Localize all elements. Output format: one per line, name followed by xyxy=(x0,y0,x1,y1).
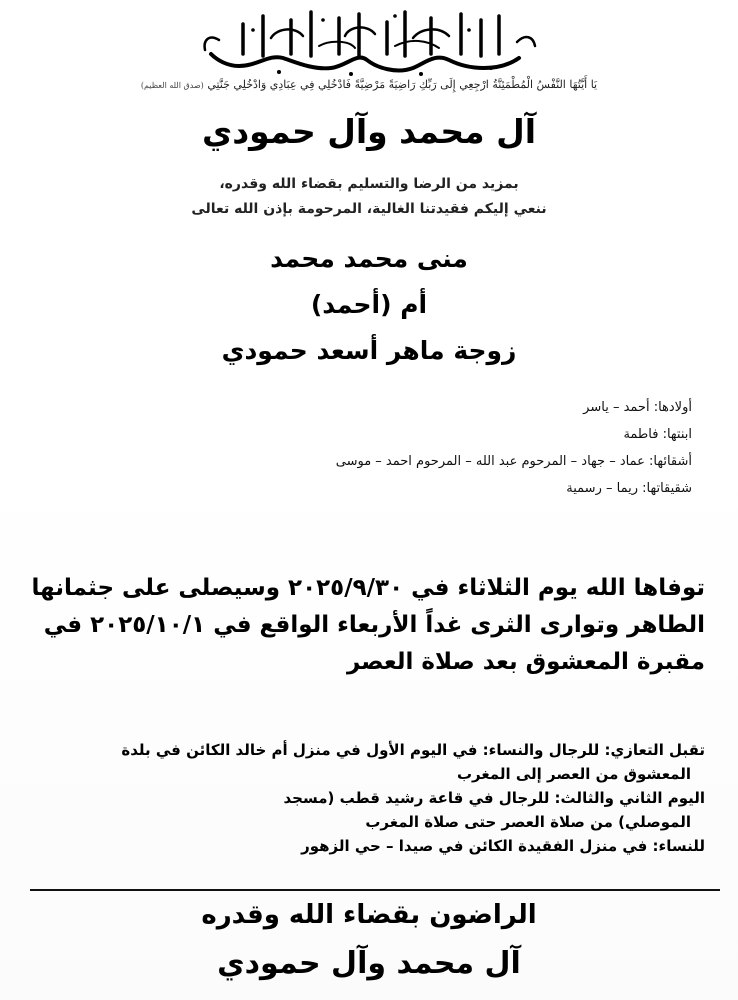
deceased-mother-of: أم (أحمد) xyxy=(310,290,428,319)
announcement-line: مقبرة المعشوق بعد صلاة العصر xyxy=(346,649,705,675)
verse-text: يَا أَيَّتُهَا النَّفْسُ الْمُطْمَئِنَّةُ ارْجِعِي إِلَى رَبِّكِ رَاضِيَةً مَرْضِيَّةً فَادْخُلِي فِي عِبَادِي وَادْخُلِي جَنَّتِي xyxy=(207,78,598,91)
relatives-brothers: أشقائها: عماد – جهاد – المرحوم عبد الله – المرحوم احمد – موسى xyxy=(335,454,692,469)
condolence-line: المعشوق من العصر إلى المغرب xyxy=(456,765,691,783)
relatives-daughter: ابنتها: فاطمة xyxy=(623,427,692,442)
announcement-line: توفاها الله يوم الثلاثاء في ٢٠٢٥/٩/٣٠ وسيصلى على جثمانها xyxy=(31,575,705,601)
calligraphy-header xyxy=(0,6,738,80)
condolence-line: تقبل التعازي: للرجال والنساء: في اليوم الأول في منزل أم خالد الكائن في بلدة xyxy=(121,741,705,759)
announcement-line: الطاهر وتوارى الثرى غداً الأربعاء الواقع في ٢٠٢٥/١٠/١ في xyxy=(43,612,705,638)
condolence-line: للنساء: في منزل الفقيدة الكائن في صيدا – حي الزهور xyxy=(301,837,705,855)
relatives-sons: أولادها: أحمد – ياسر xyxy=(583,400,692,415)
relatives-sisters: شقيقاتها: ريما – رسمية xyxy=(566,481,692,496)
family-title: آل محمد وآل حمودي xyxy=(201,112,537,151)
intro-line-2: ننعي إليكم فقيدتنا الغالية، المرحومة بإذن الله تعالى xyxy=(191,201,547,217)
verse-reference: (صدق الله العظيم) xyxy=(140,81,204,90)
closing-line-1: الراضون بقضاء الله وقدره xyxy=(201,900,537,930)
quran-verse xyxy=(140,78,598,91)
closing-family: آل محمد وآل حمودي xyxy=(217,946,521,981)
intro-line-1: بمزيد من الرضا والتسليم بقضاء الله وقدره، xyxy=(219,176,519,192)
deceased-name: منى محمد محمد xyxy=(270,244,468,273)
death-announcement xyxy=(30,570,705,681)
divider xyxy=(30,889,720,891)
relatives-list xyxy=(172,394,692,502)
condolence-line: الموصلي) من صلاة العصر حتى صلاة المغرب xyxy=(365,813,691,831)
deceased-wife-of: زوجة ماهر أسعد حمودي xyxy=(221,336,517,365)
calligraphy-seal xyxy=(199,6,539,80)
condolence-details xyxy=(30,738,705,858)
condolence-line: اليوم الثاني والثالث: للرجال في قاعة رشيد قطب (مسجد xyxy=(283,789,705,807)
